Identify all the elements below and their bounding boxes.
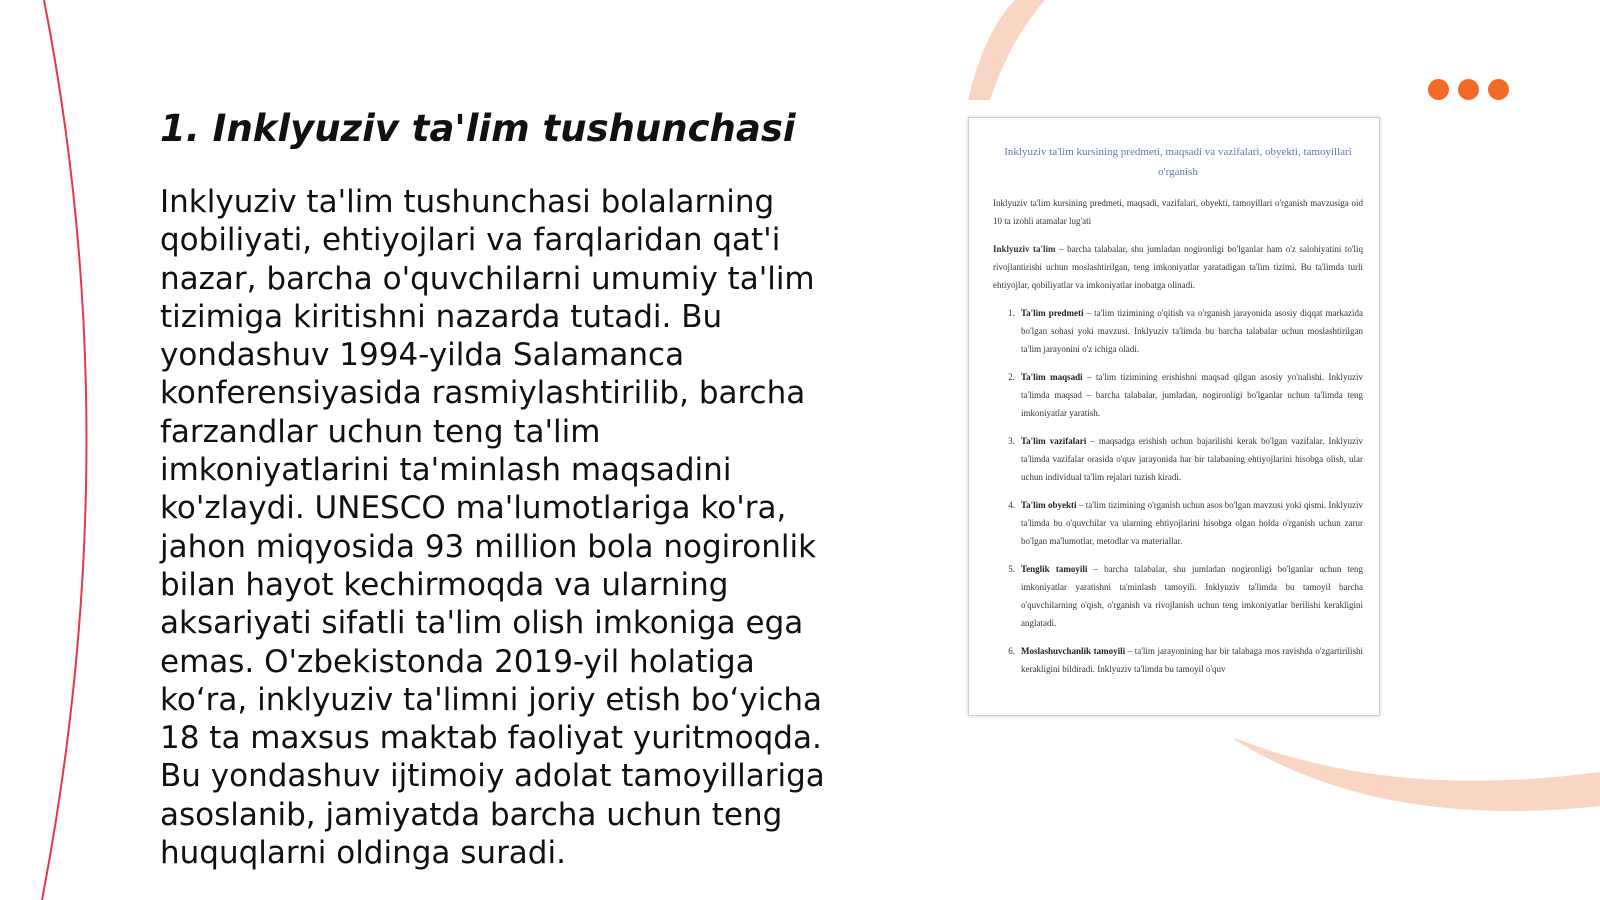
list-item-term: Ta'lim vazifalari xyxy=(1021,436,1087,446)
document-definition xyxy=(993,240,1363,294)
list-item-body xyxy=(1021,642,1363,678)
list-item-number: 3. xyxy=(1008,436,1015,446)
list-item-body xyxy=(1021,304,1363,358)
three-dots-icon xyxy=(1428,79,1510,101)
list-item-number: 2. xyxy=(1008,372,1015,382)
document-thumbnail xyxy=(968,117,1380,716)
top-orange-arc xyxy=(968,0,1045,100)
list-item-body xyxy=(1021,560,1363,632)
dot-icon xyxy=(1428,79,1449,100)
list-item-number: 1. xyxy=(1008,308,1015,318)
list-item-text: – ta'lim tizimining erishishni maqsad qilgan asosiy yo'nalishi. Inklyuziv ta'limda maqsad – barcha talabalar, jumladan, nogironligi bo'lganlar uchun ta'limda teng imkoniyatlar yaratish. xyxy=(1021,372,1363,418)
red-curve-line xyxy=(42,0,87,900)
document-intro: Inklyuziv ta'lim kursining predmeti, maqsadi, vazifalari, obyekti, tamoyillari o'rganish mavzusiga oid 10 ta izohli atamalar lug'ati xyxy=(993,198,1363,226)
dot-icon xyxy=(1458,79,1479,100)
slide-body-text: Inklyuziv ta'lim tushunchasi bolalarning qobiliyati, ehtiyojlari va farqlaridan qat'i nazar, barcha o'quvchilarni umumiy ta'lim tizimiga kiritishni nazarda tutadi. Bu yondashuv 1994-yilda Salamanca konferensiyasida rasmiylashtirilib, barcha farzandlar uchun teng ta'lim imkoniyatlarini ta'minlash maqsadini ko'zlaydi. UNESCO ma'lumotlariga ko'ra, jahon miqyosida 93 million bola nogironlik bilan hayot kechirmoqda va ularning aksariyati sifatli ta'lim olish imkoniga ega emas. O'zbekistonda 2019-yil holatiga koʻra, inklyuziv ta'limni joriy etish boʻyicha 18 ta maxsus maktab faoliyat yuritmoqda. Bu yondashuv ijtimoiy adolat tamoyillariga asoslanib, jamiyatda barcha uchun teng huquqlarni oldinga suradi. xyxy=(160,184,825,872)
list-item-term: Tenglik tamoyili xyxy=(1021,564,1088,574)
dot-icon xyxy=(1488,79,1509,100)
bottom-orange-arc xyxy=(1235,738,1600,811)
document-title: Inklyuziv ta'lim kursining predmeti, maqsadi va vazifalari, obyekti, tamoyillari o'rganish xyxy=(1004,146,1352,178)
slide-title: 1. Inklyuziv ta'lim tushunchasi xyxy=(160,107,796,150)
list-item-number: 6. xyxy=(1008,646,1015,656)
list-item-term: Ta'lim predmeti xyxy=(1021,308,1084,318)
list-item-body xyxy=(1021,496,1363,550)
list-item-body xyxy=(1021,368,1363,422)
list-item-number: 4. xyxy=(1008,500,1015,510)
list-item-term: Ta'lim maqsadi xyxy=(1021,372,1083,382)
document-term-list xyxy=(993,304,1363,678)
list-item-text: – ta'lim jarayonining har bir talabaga mos ravishda o'zgartirilishi kerakligini bildiradi. Inklyuziv ta'limda bu tamoyil o'quv xyxy=(1021,646,1363,674)
list-item-term: Ta'lim obyekti xyxy=(1021,500,1077,510)
list-item xyxy=(993,642,1363,678)
list-item xyxy=(993,560,1363,632)
definition-term: Inklyuziv ta'lim xyxy=(993,244,1056,254)
list-item-text: – ta'lim tizimining o'qitish va o'rganish jarayonida asosiy diqqat markazida bo'lgan sohasi yoki mavzusi. Inklyuziv ta'limda bu barcha talabalar uchun moslashtirilgan ta'lim jarayonini o'z ichiga oladi. xyxy=(1021,308,1363,354)
list-item-body xyxy=(1021,432,1363,486)
list-item-number: 5. xyxy=(1008,564,1015,574)
list-item-text: – maqsadga erishish uchun bajarilishi kerak bo'lgan vazifalar. Inklyuziv ta'limda vazifalar orasida o'quv jarayonida har bir talabaning ehtiyojlarini hisobga olish, ular uchun individual ta'lim rejalari tuzish kiradi. xyxy=(1021,436,1363,482)
list-item-term: Moslashuvchanlik tamoyili xyxy=(1021,646,1126,656)
list-item-text: – barcha talabalar, shu jumladan nogironligi bo'lganlar uchun teng imkoniyatlar yaratishni ta'minlash tamoyili. Inklyuziv ta'limda bu tamoyil barcha o'quvchilarning o'qish, o'rganish va rivojlanish uchun teng imkoniyatlar berilishi kerakligini anglatadi. xyxy=(1021,564,1363,628)
list-item-text: – ta'lim tizimining o'rganish uchun asos bo'lgan mavzusi yoki qismi. Inklyuziv ta'limda bu o'quvchilar va ularning ehtiyojlarini hisobga olgan holda o'rganish uchun zarur bo'lgan ma'lumotlar, metodlar va materiallar. xyxy=(1021,500,1363,546)
list-item xyxy=(993,496,1363,550)
definition-text: – barcha talabalar, shu jumladan nogironligi bo'lganlar ham o'z salohiyatini to'liq rivojlantirishi uchun moslashtirilgan, teng imkoniyatlar yaratadigan ta'lim tizimi. Bu ta'limda turli ehtiyojlar, qobiliyatlar va imkoniyatlar inobatga olinadi. xyxy=(993,244,1363,290)
list-item xyxy=(993,304,1363,358)
list-item xyxy=(993,432,1363,486)
list-item xyxy=(993,368,1363,422)
